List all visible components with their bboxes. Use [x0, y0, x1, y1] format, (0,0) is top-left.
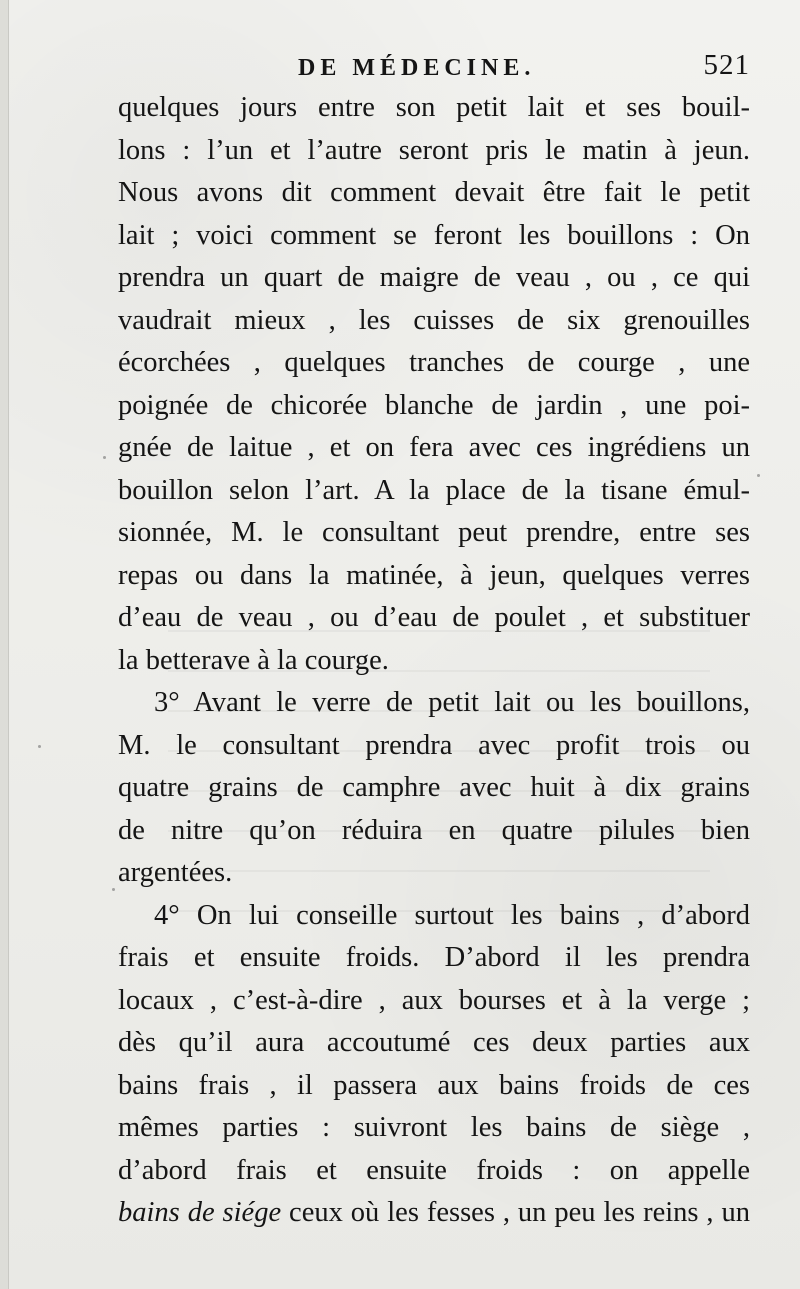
text-line: Nous avons dit comment devait être fait le petit — [118, 177, 750, 208]
text-line: gnée de laitue , et on fera avec ces ingrédiens un — [118, 432, 750, 463]
text-line: poignée de chicorée blanche de jardin , une poi- — [118, 389, 750, 421]
text-line: mêmes parties : suivront les bains de siège , — [118, 1112, 750, 1143]
text-line: 3° Avant le verre de petit lait ou les bouillons, — [154, 687, 750, 718]
ink-speck — [103, 456, 106, 459]
text-line: bains frais , il passera aux bains froids de ces — [118, 1069, 750, 1101]
text-line: argentées. — [118, 857, 233, 888]
page-edge — [0, 0, 9, 1289]
text-line: quelques jours entre son petit lait et ses bouil- — [118, 92, 750, 123]
page-header — [298, 44, 750, 82]
text-line: prendra un quart de maigre de veau , ou , ce qui — [118, 262, 750, 293]
ink-speck — [757, 474, 760, 477]
text-line: 4° On lui conseille surtout les bains , d’abord — [154, 899, 750, 931]
text-line: M. le consultant prendra avec profit trois ou — [118, 729, 750, 761]
text-line: sionnée, M. le consultant peut prendre, entre ses — [118, 517, 750, 548]
text-line-final — [118, 1192, 750, 1235]
text-line: quatre grains de camphre avec huit à dix grains — [118, 772, 750, 803]
text-line: repas ou dans la matinée, à jeun, quelques verres — [118, 559, 750, 591]
text-line: d’abord frais et ensuite froids : on appelle — [118, 1154, 750, 1186]
final-line-rest: ceux où les fesses , un peu les reins , un — [281, 1197, 750, 1228]
text-line: d’eau de veau , ou d’eau de poulet , et substituer — [118, 602, 750, 633]
text-line: de nitre qu’on réduira en quatre pilules bien — [118, 814, 750, 846]
text-line: lait ; voici comment se feront les bouillons : On — [118, 219, 750, 251]
text-line: vaudrait mieux , les cuisses de six grenouilles — [118, 304, 750, 336]
running-head: DE MÉDECINE. — [298, 55, 536, 81]
text-line: bouillon selon l’art. A la place de la tisane émul- — [118, 474, 750, 506]
text-line: lons : l’un et l’autre seront pris le matin à jeun. — [118, 134, 750, 166]
page-number: 521 — [703, 49, 750, 81]
text-line: écorchées , quelques tranches de courge , une — [118, 347, 750, 378]
text-line: la betterave à la courge. — [118, 644, 389, 676]
text-line: locaux , c’est-à-dire , aux bourses et à la verge ; — [118, 984, 750, 1016]
ink-speck — [38, 745, 41, 748]
ink-speck — [112, 888, 115, 891]
italic-term: bains de siége — [118, 1197, 282, 1228]
body-text — [118, 87, 750, 1235]
text-line: dès qu’il aura accoutumé ces deux parties aux — [118, 1027, 750, 1058]
text-line: frais et ensuite froids. D’abord il les prendra — [118, 942, 750, 973]
